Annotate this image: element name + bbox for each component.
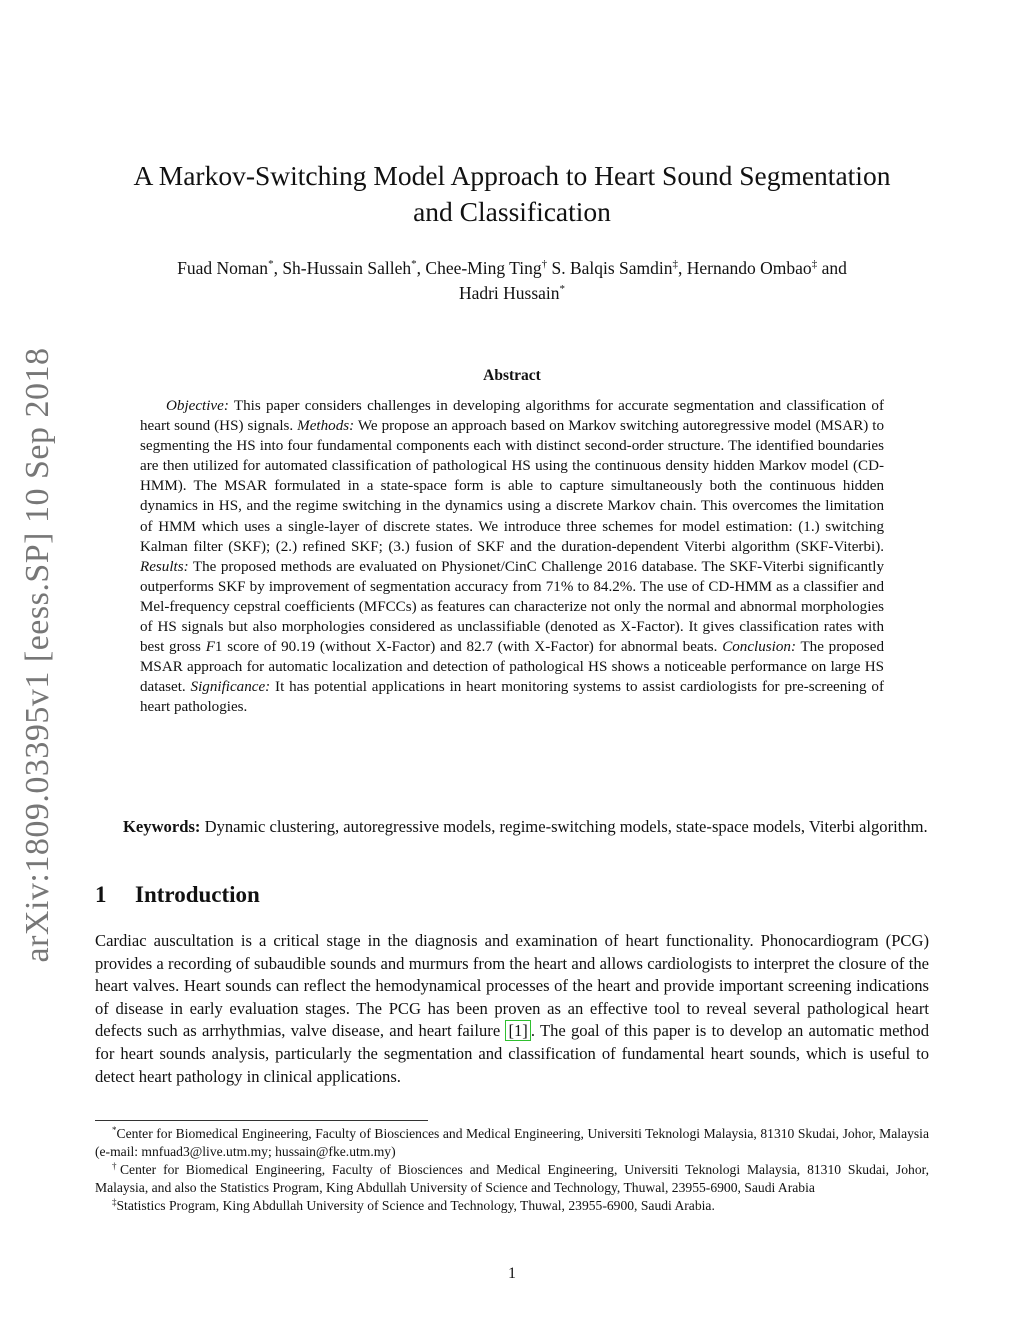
paper-title [95, 158, 929, 230]
keywords-paragraph: Keywords: Dynamic clustering, autoregressive models, regime-switching models, state-space models, Viterbi algorithm. [123, 817, 928, 836]
author-name: Hernando Ombao [686, 258, 812, 278]
abstract-label-conclusion: Conclusion: [722, 639, 796, 656]
author-name: Hadri Hussain [458, 283, 560, 303]
affiliation-mark: * [411, 258, 417, 270]
footnotes [95, 1125, 929, 1216]
author-list: Fuad Noman*, Sh-Hussain Salleh*, Chee-Ming Ting† S. Balqis Samdin‡, Hernando Ombao‡ and Hadri Hussain* [177, 258, 847, 303]
section-heading-introduction [95, 882, 260, 908]
author-name: Sh-Hussain Salleh [282, 258, 412, 278]
affiliation-mark: * [268, 258, 274, 270]
abstract-label-objective: Objective: [166, 398, 229, 414]
f1-symbol: F [205, 639, 215, 656]
affiliation-mark: ‡ [811, 258, 818, 270]
footnote: †Center for Biomedical Engineering, Faculty of Biosciences and Medical Engineering, Universiti Teknologi Malaysia, 81310 Skudai, Johor, Malaysia, and also the Statistics Program, King Abdullah University of Science and Technology, Thuwal, 23955-6900, Saudi Arabia [95, 1161, 929, 1195]
footnote: *Center for Biomedical Engineering, Faculty of Biosciences and Medical Engineering, Universiti Teknologi Malaysia, 81310 Skudai, Johor, Malaysia (e-mail: mnfuad3@live.utm.my; hussain@fke.utm.my) [95, 1125, 929, 1159]
section-title: Introduction [135, 882, 260, 907]
abstract-heading: Abstract [483, 367, 541, 384]
abstract-body: Objective: This paper considers challenges in developing algorithms for accurate segmentation and classification of heart sound (HS) signals. Methods: We propose an approach based on Markov switching autoregressive model (MSAR) to segmenting the HS into four fundamental components each with distinct second-order structure. The identified boundaries are then utilized for automated classification of pathological HS using the continuous density hidden Markov model (CD-HMM). The MSAR formulated in a state-space form is able to capture simultaneously both the continuous hidden dynamics in HS, and the regime switching in the dynamics using a discrete Markov chain. This overcomes the limitation of HMM which uses a single-layer of discrete states. We introduce three schemes for model estimation: (1.) switching Kalman filter (SKF); (2.) refined SKF; (3.) fusion of SKF and the duration-dependent Viterbi algorithm (SKF-Viterbi). Results: The proposed methods are evaluated on Physionet/CinC Challenge 2016 database. The SKF-Viterbi significantly outperforms SKF by improvement of segmentation accuracy from 71% to 84.2%. The use of CD-HMM as a classifier and Mel-frequency cepstral coefficients (MFCCs) as features can characterize not only the normal and abnormal morphologies of HS signals but also morphologies considered as unclassifiable (denoted as X-Factor). It gives classification rates with best gross F1 score of 90.19 (without X-Factor) and 82.7 (with X-Factor) for abnormal beats. Conclusion: The proposed MSAR approach for automatic localization and detection of pathological HS shows a noticeable performance on large HS dataset. Significance: It has potential applications in heart monitoring systems to assist cardiologists for pre-screening of heart pathologies. [140, 398, 885, 716]
footnote-separator [95, 1120, 428, 1121]
citation-link[interactable]: [1] [505, 1020, 530, 1041]
abstract-label-methods: Methods: [297, 418, 355, 435]
affiliation-mark: * [559, 283, 566, 295]
arxiv-identifier-stamp: arXiv:1809.03395v1 [eess.SP] 10 Sep 2018 [19, 347, 56, 963]
section-number: 1 [95, 882, 107, 907]
abstract-label-results: Results: [140, 558, 189, 575]
footnote: ‡Statistics Program, King Abdullah University of Science and Technology, Thuwal, 23955-6900, Saudi Arabia. [112, 1197, 715, 1213]
author-name: Chee-Ming Ting [425, 258, 542, 278]
introduction-paragraph: Cardiac auscultation is a critical stage in the diagnosis and examination of heart functionality. Phonocardiogram (PCG) provides a recording of subaudible sounds and murmurs from the heart and allows cardiologists to interpret the closure of the heart valves. Heart sounds can reflect the hemodynamical processes of the heart and provide important screening indications of disease in early evaluation stages. The PCG has been proven as an effective tool to reveal several pathological heart defects such as arrhythmias, valve disease, and heart failure [1] . The goal of this paper is to develop an automatic method for heart sounds analysis, particularly the segmentation and classification of fundamental heart sounds, which is useful to detect heart pathology in clinical applications. [95, 931, 929, 1086]
keywords-label: Keywords: [123, 817, 201, 836]
page-number: 1 [508, 1265, 516, 1282]
affiliation-mark: † [541, 258, 548, 270]
abstract-label-significance: Significance: [190, 679, 271, 696]
affiliation-mark: ‡ [672, 258, 679, 270]
title-line-2: and Classification [413, 196, 611, 227]
title-line-1: A Markov-Switching Model Approach to Heart Sound Segmentation [133, 160, 891, 191]
author-name: Fuad Noman [177, 258, 269, 278]
author-name: S. Balqis Samdin [551, 258, 673, 278]
